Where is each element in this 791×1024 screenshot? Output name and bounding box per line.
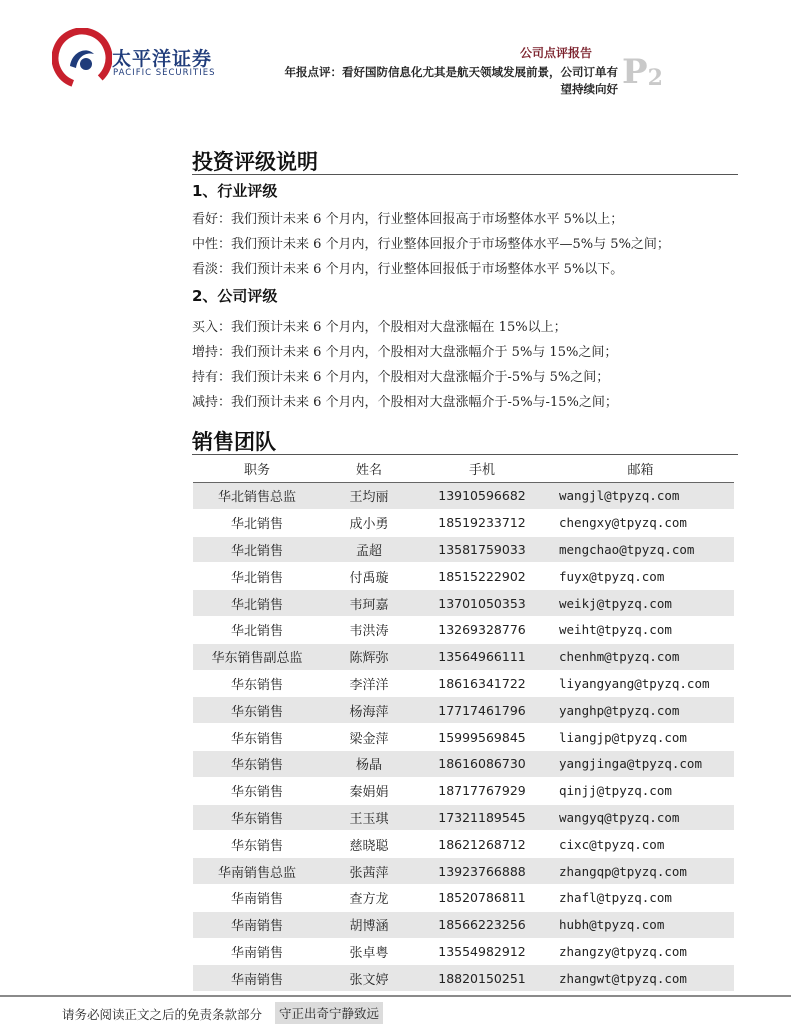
- cell-phone: 18566223256: [417, 911, 547, 938]
- page-label: P: [622, 52, 648, 92]
- cell-phone: 17717461796: [417, 697, 547, 724]
- cell-email: weikj@tpyzq.com: [547, 590, 734, 617]
- cell-name: 孟超: [321, 536, 417, 563]
- cell-email: zhangqp@tpyzq.com: [547, 858, 734, 885]
- cell-email: wangyq@tpyzq.com: [547, 804, 734, 831]
- cell-role: 华东销售副总监: [193, 643, 321, 670]
- report-type: 公司点评报告: [520, 46, 593, 60]
- company-rating-line: 持有：我们预计未来 6 个月内，个股相对大盘涨幅介于-5%与 5%之间；: [192, 370, 610, 385]
- report-title-line-1: 年报点评：看好国防信息化尤其是航天领域发展前景，公司订单有: [284, 65, 618, 79]
- cell-name: 张卓粤: [321, 938, 417, 965]
- table-row: [193, 938, 734, 965]
- cell-name: 付禹璇: [321, 563, 417, 590]
- table-row: [193, 858, 734, 885]
- cell-role: 华北销售: [193, 536, 321, 563]
- cell-name: 王均丽: [321, 483, 417, 510]
- cell-role: 华东销售: [193, 724, 321, 751]
- cell-role: 华北销售: [193, 563, 321, 590]
- cell-phone: 13701050353: [417, 590, 547, 617]
- table-row: [193, 697, 734, 724]
- rating-section-title: 投资评级说明: [192, 150, 318, 174]
- cell-role: 华北销售: [193, 590, 321, 617]
- cell-name: 李洋洋: [321, 670, 417, 697]
- cell-email: zhangzy@tpyzq.com: [547, 938, 734, 965]
- cell-role: 华东销售: [193, 804, 321, 831]
- column-header-email: 邮箱: [547, 455, 734, 483]
- table-row: [193, 911, 734, 938]
- cell-phone: 18519233712: [417, 509, 547, 536]
- cell-role: 华南销售: [193, 938, 321, 965]
- industry-rating-heading: 1、行业评级: [192, 182, 278, 200]
- cell-email: fuyx@tpyzq.com: [547, 563, 734, 590]
- table-row: [193, 616, 734, 643]
- company-rating-line: 买入：我们预计未来 6 个月内，个股相对大盘涨幅在 15%以上；: [192, 320, 567, 335]
- cell-email: mengchao@tpyzq.com: [547, 536, 734, 563]
- cell-phone: 15999569845: [417, 724, 547, 751]
- cell-email: liyangyang@tpyzq.com: [547, 670, 734, 697]
- cell-name: 张文婷: [321, 965, 417, 992]
- cell-role: 华东销售: [193, 697, 321, 724]
- cell-phone: 18520786811: [417, 884, 547, 911]
- brand-name-cn: 太平洋证券: [112, 48, 213, 70]
- cell-name: 韦珂嘉: [321, 590, 417, 617]
- table-row: [193, 804, 734, 831]
- footer-divider: [0, 995, 791, 997]
- cell-phone: 18616086730: [417, 750, 547, 777]
- table-row: [193, 831, 734, 858]
- cell-phone: 13910596682: [417, 483, 547, 510]
- cell-email: yanghp@tpyzq.com: [547, 697, 734, 724]
- cell-email: liangjp@tpyzq.com: [547, 724, 734, 751]
- company-rating-line: 减持：我们预计未来 6 个月内，个股相对大盘涨幅介于-5%与-15%之间；: [192, 395, 618, 410]
- cell-email: hubh@tpyzq.com: [547, 911, 734, 938]
- cell-email: zhafl@tpyzq.com: [547, 884, 734, 911]
- brand-name-en: PACIFIC SECURITIES: [113, 68, 216, 78]
- cell-role: 华北销售总监: [193, 483, 321, 510]
- column-header-name: 姓名: [321, 455, 417, 483]
- cell-phone: 17321189545: [417, 804, 547, 831]
- cell-name: 胡博涵: [321, 911, 417, 938]
- page-number-badge: [622, 52, 663, 92]
- cell-phone: 13923766888: [417, 858, 547, 885]
- cell-name: 杨海萍: [321, 697, 417, 724]
- cell-name: 张茜萍: [321, 858, 417, 885]
- page-number: 2: [647, 65, 663, 91]
- cell-role: 华东销售: [193, 831, 321, 858]
- cell-role: 华东销售: [193, 777, 321, 804]
- cell-name: 成小勇: [321, 509, 417, 536]
- cell-role: 华南销售总监: [193, 858, 321, 885]
- cell-role: 华南销售: [193, 884, 321, 911]
- cell-email: cixc@tpyzq.com: [547, 831, 734, 858]
- cell-phone: 18820150251: [417, 965, 547, 992]
- cell-name: 韦洪涛: [321, 616, 417, 643]
- cell-name: 梁金萍: [321, 724, 417, 751]
- sales-team-table: [193, 455, 734, 992]
- industry-rating-line: 中性：我们预计未来 6 个月内，行业整体回报介于市场整体水平—5%与 5%之间；: [192, 237, 670, 252]
- cell-name: 杨晶: [321, 750, 417, 777]
- table-row: [193, 965, 734, 992]
- cell-email: qinjj@tpyzq.com: [547, 777, 734, 804]
- table-row: [193, 884, 734, 911]
- cell-phone: 18717767929: [417, 777, 547, 804]
- cell-role: 华北销售: [193, 616, 321, 643]
- sales-table-body: [193, 483, 734, 992]
- cell-email: chenhm@tpyzq.com: [547, 643, 734, 670]
- cell-name: 慈晓聪: [321, 831, 417, 858]
- cell-name: 陈辉弥: [321, 643, 417, 670]
- cell-name: 查方龙: [321, 884, 417, 911]
- table-header-row: [193, 455, 734, 483]
- cell-role: 华南销售: [193, 911, 321, 938]
- table-row: [193, 483, 734, 510]
- rating-section-divider: [192, 174, 738, 175]
- cell-email: chengxy@tpyzq.com: [547, 509, 734, 536]
- footer-slogan: 守正出奇宁静致远: [275, 1002, 383, 1024]
- column-header-role: 职务: [193, 455, 321, 483]
- cell-role: 华北销售: [193, 509, 321, 536]
- table-row: [193, 750, 734, 777]
- industry-rating-line: 看淡：我们预计未来 6 个月内，行业整体回报低于市场整体水平 5%以下。: [192, 262, 624, 277]
- report-title: [218, 64, 618, 98]
- cell-role: 华东销售: [193, 670, 321, 697]
- cell-role: 华南销售: [193, 965, 321, 992]
- table-row: [193, 563, 734, 590]
- cell-email: yangjinga@tpyzq.com: [547, 750, 734, 777]
- pacific-securities-logo-icon: [52, 28, 112, 88]
- footer-disclaimer: 请务必阅读正文之后的免责条款部分: [62, 1007, 263, 1022]
- cell-email: wangjl@tpyzq.com: [547, 483, 734, 510]
- industry-rating-line: 看好：我们预计未来 6 个月内，行业整体回报高于市场整体水平 5%以上；: [192, 212, 624, 227]
- cell-phone: 18616341722: [417, 670, 547, 697]
- cell-phone: 13554982912: [417, 938, 547, 965]
- cell-phone: 13581759033: [417, 536, 547, 563]
- column-header-phone: 手机: [417, 455, 547, 483]
- cell-name: 王玉琪: [321, 804, 417, 831]
- cell-name: 秦娟娟: [321, 777, 417, 804]
- table-row: [193, 724, 734, 751]
- table-row: [193, 670, 734, 697]
- cell-email: weiht@tpyzq.com: [547, 616, 734, 643]
- cell-role: 华东销售: [193, 750, 321, 777]
- table-row: [193, 509, 734, 536]
- cell-phone: 13564966111: [417, 643, 547, 670]
- table-row: [193, 536, 734, 563]
- company-rating-heading: 2、公司评级: [192, 287, 278, 305]
- cell-phone: 13269328776: [417, 616, 547, 643]
- cell-email: zhangwt@tpyzq.com: [547, 965, 734, 992]
- cell-phone: 18621268712: [417, 831, 547, 858]
- company-rating-line: 增持：我们预计未来 6 个月内，个股相对大盘涨幅介于 5%与 15%之间；: [192, 345, 618, 360]
- table-row: [193, 777, 734, 804]
- table-row: [193, 590, 734, 617]
- report-title-line-2: 望持续向好: [560, 82, 618, 96]
- cell-phone: 18515222902: [417, 563, 547, 590]
- table-row: [193, 643, 734, 670]
- sales-section-title: 销售团队: [192, 430, 276, 454]
